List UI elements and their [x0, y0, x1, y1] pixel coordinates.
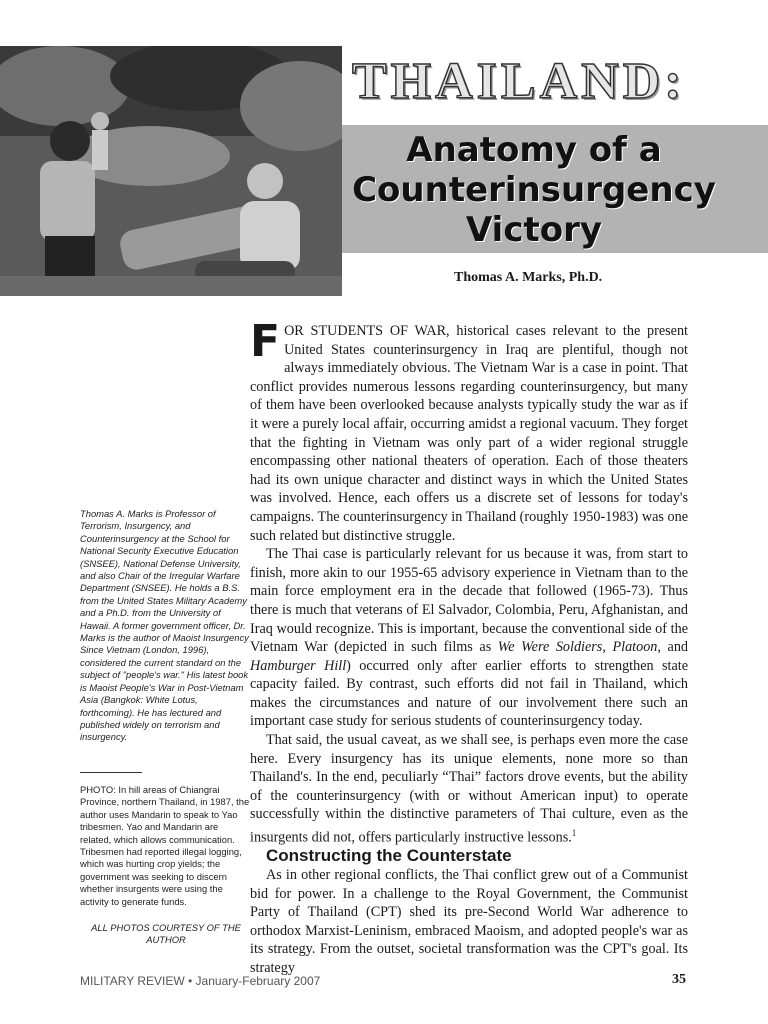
paragraph-3-text: That said, the usual caveat, as we shall see, is perhaps even more the case here. Every insurgency has its unique elements, none more so than Thailand's. In the end, peculiarly “Thai” factors drove events, but the ability of the counterinsurgency (with or without American input) to operate successfully within the distinctive parameters of Thai culture, even as the insurgents did not, offers particularly instructive lessons.: [250, 732, 688, 846]
page-number: 35: [672, 972, 686, 987]
film-title: We Were Soldiers: [497, 639, 603, 656]
paragraph-2-text-b: ) occurred only after earlier efforts to strengthen state capacity failed. By contrast, such efforts did not fail in Thailand, which makes the circumstances and nature of our involvement there such an important case study for serious students of counterinsurgency today.: [250, 657, 688, 730]
photo-caption: PHOTO: In hill areas of Chiangrai Province, northern Thailand, in 1987, the author uses Mandarin to speak to Yao tribesmen. Yao and Mandarin are related, which allows communication. Tribesmen had reported illegal logging, which was hurting crop yields; the government was seeking to discern whether insurgents were using the activity to generate funds.: [80, 784, 250, 907]
paragraph-2: [250, 545, 688, 731]
article-photo: [0, 46, 342, 296]
article-kicker: THAILAND:: [352, 53, 686, 110]
paragraph-1-text: OR STUDENTS OF WAR, historical cases relevant to the present United States counterinsurgency in Iraq are plentiful, though not always immediately obvious. The Vietnam War is a case in point. That conflict provides numerous lessons regarding counterinsurgency, but many of them have been overlooked because analysts typically study the war as if it were a purely local affair, occurring amidst a regional vacuum. They forget that the fighting in Vietnam was only part of a wider regional struggle encompassing other national theaters of operation. Each of those theaters had its own unique character and distinct ways in which the United States was involved. Hence, each offers us a discrete set of lessons for today's campaigns. The counterinsurgency in Thailand (roughly 1950-1983) was one such related but distinctive struggle.: [250, 323, 688, 544]
footnote-reference[interactable]: 1: [571, 828, 577, 839]
separator: , and: [657, 639, 689, 656]
article-title: Anatomy of a Counterinsurgency Victory: [352, 130, 716, 250]
paragraph-3: [250, 731, 688, 847]
separator: ,: [602, 639, 613, 656]
footer-publication: MILITARY REVIEW • January-February 2007: [80, 974, 321, 988]
film-title: Hamburger Hill: [250, 657, 347, 674]
paragraph-1: [250, 316, 688, 545]
drop-cap: F: [250, 316, 281, 367]
film-title: Platoon: [612, 639, 658, 656]
photo-credit: ALL PHOTOS COURTESY OF THE AUTHOR: [91, 922, 241, 946]
paragraph-2-text-a: The Thai case is particularly relevant for us because it was, from start to finish, more akin to our 1955-65 advisory experience in Vietnam than to the main force employment era in the decade that followed (1965-73). Thus there is much that veterans of El Salvador, Colombia, Peru, Afghanistan, and Iraq would recognize. This is important, because the conventional side of the Vietnam War (depicted in such films as: [250, 546, 688, 656]
photo-jungle-scene: [0, 46, 342, 296]
section-heading: Constructing the Counterstate: [266, 846, 512, 866]
author-bio: Thomas A. Marks is Professor of Terrorism, Insurgency, and Counterinsurgency at the School for National Security Executive Education (SNSEE), National Defense University, and also Chair of the Irregular Warfare Department (SNSEE). He holds a B.S. from the United States Military Academy and a Ph.D. from the University of Hawaii. A former government officer, Dr. Marks is the author of Maoist Insurgency Since Vietnam (London, 1996), considered the current standard on the subject of "people's war." His latest book is Maoist People's War in Post-Vietnam Asia (Bangkok: White Lotus, forthcoming). He has lectured and published widely on terrorism and insurgency.: [80, 508, 249, 743]
sidebar-divider: [80, 772, 142, 773]
article-body: [250, 316, 689, 978]
author-byline: Thomas A. Marks, Ph.D.: [454, 270, 603, 285]
paragraph-4: As in other regional conflicts, the Thai conflict grew out of a Communist bid for power. In a challenge to the Royal Government, the Communist Party of Thailand (CPT) shed its pre-Second World War adherence to orthodox Marxist-Leninism, embraced Maoism, and adopted people's war as its strategy. From the outset, societal transformation was the CPT's goal. Its strategy: [250, 866, 688, 976]
